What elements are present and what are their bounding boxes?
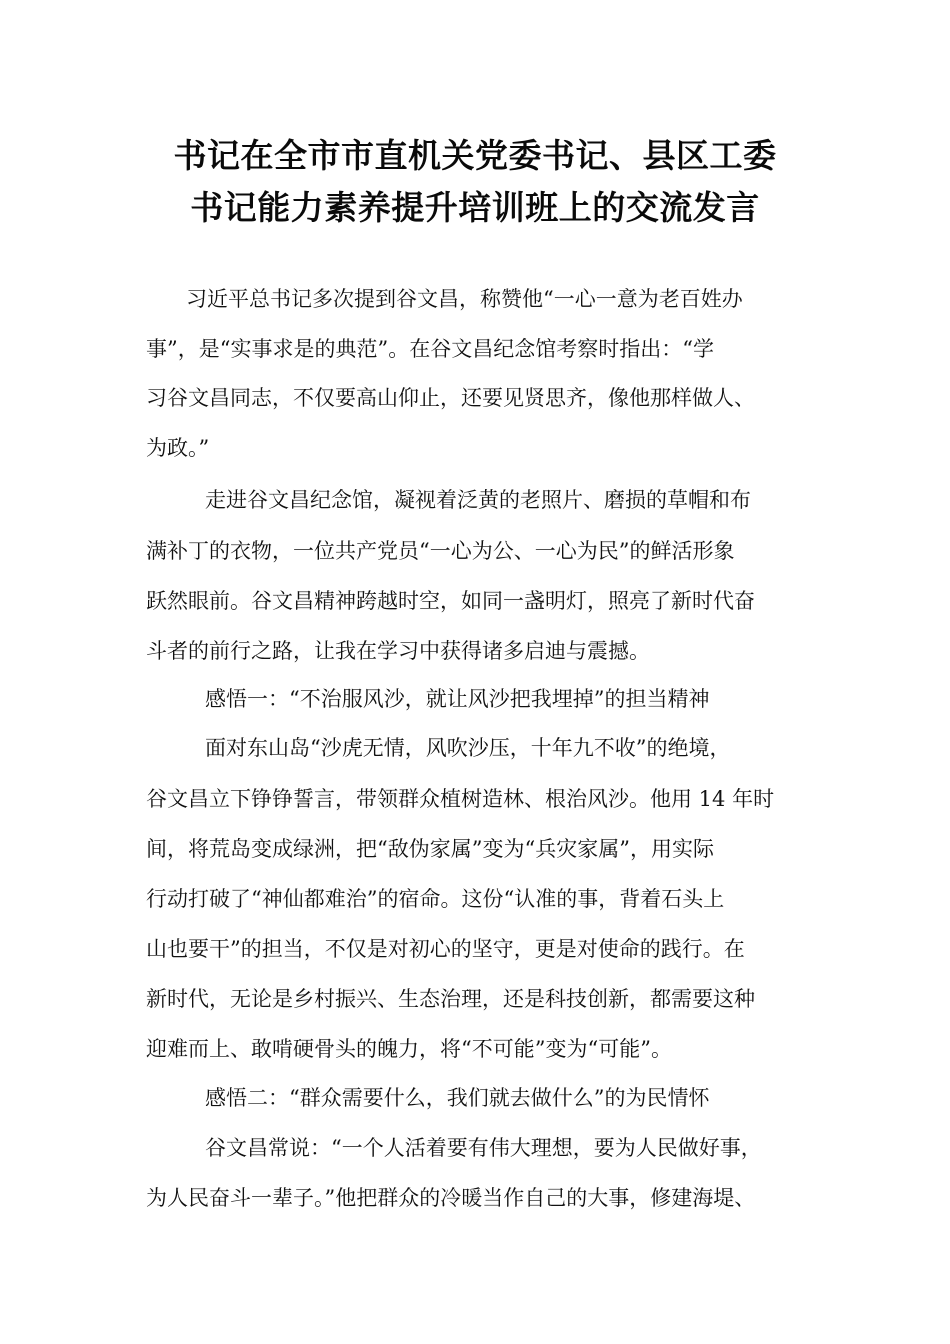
body-line: 间，将荒岛变成绿洲，把“敌伪家属”变为“兵灾家属”，用实际 (146, 837, 714, 861)
section-heading: 感悟二：“群众需要什么，我们就去做什么”的为民情怀 (205, 1086, 710, 1110)
body-line: 面对东山岛“沙虎无情，风吹沙压，十年九不收”的绝境， (205, 736, 731, 760)
body-line: 跃然眼前。谷文昌精神跨越时空，如同一盏明灯，照亮了新时代奋 (146, 589, 755, 613)
body-line: 迎难而上、敢啃硬骨头的魄力，将“不可能”变为“可能”。 (146, 1037, 672, 1061)
body-line: 习谷文昌同志，不仅要高山仰止，还要见贤思齐，像他那样做人、 (146, 386, 755, 410)
body-line: 行动打破了“神仙都难治”的宿命。这份“认准的事，背着石头上 (146, 887, 725, 911)
body-line: 新时代，无论是乡村振兴、生态治理，还是科技创新，都需要这种 (146, 987, 755, 1011)
body-line: 谷文昌常说：“一个人活着要有伟大理想，要为人民做好事， (205, 1136, 762, 1160)
body-line: 斗者的前行之路，让我在学习中获得诸多启迪与震撼。 (146, 639, 650, 663)
body-line: 为政。” (146, 436, 210, 460)
document-title-line-2: 书记能力素养提升培训班上的交流发言 (190, 188, 760, 227)
body-line: 习近平总书记多次提到谷文昌，称赞他“一心一意为老百姓办 (186, 287, 743, 311)
body-line: 走进谷文昌纪念馆，凝视着泛黄的老照片、磨损的草帽和布 (205, 488, 751, 512)
body-line: 满补丁的衣物，一位共产党员“一心为公、一心为民”的鲜活形象 (146, 539, 735, 563)
section-heading: 感悟一：“不治服风沙，就让风沙把我埋掉”的担当精神 (205, 687, 710, 711)
body-line: 谷文昌立下铮铮誓言，带领群众植树造林、根治风沙。他用 14 年时 (146, 787, 775, 811)
document-title-line-1: 书记在全市市直机关党委书记、县区工委 (173, 136, 777, 175)
body-line: 为人民奋斗一辈子。”他把群众的冷暖当作自己的大事，修建海堤、 (146, 1186, 756, 1210)
body-line: 山也要干”的担当，不仅是对初心的坚守，更是对使命的践行。在 (146, 937, 745, 961)
body-line: 事”，是“实事求是的典范”。在谷文昌纪念馆考察时指出：“学 (146, 337, 714, 361)
